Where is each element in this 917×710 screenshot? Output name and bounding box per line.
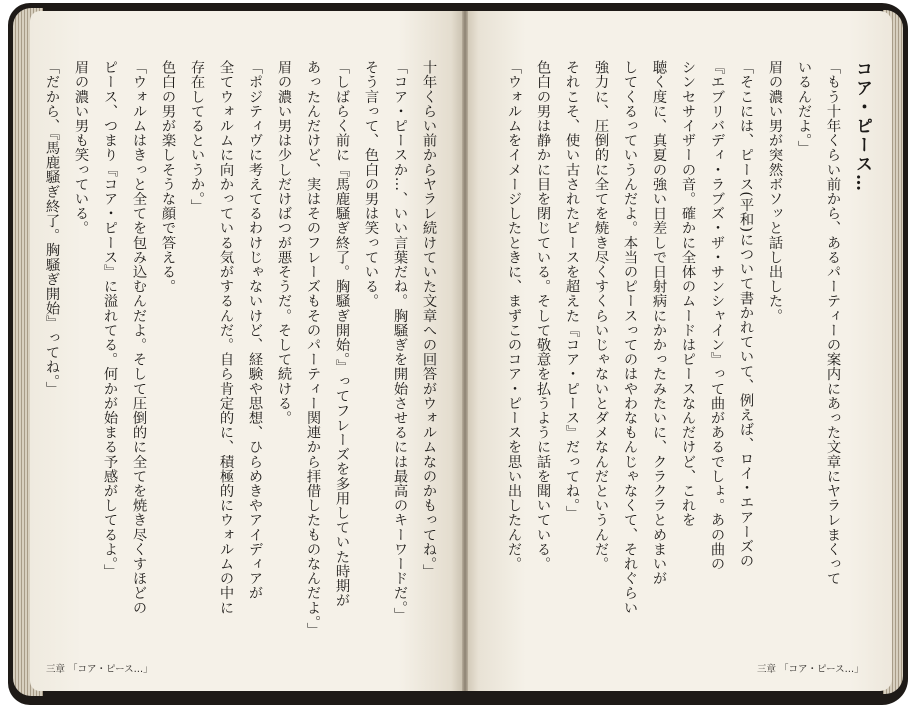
text-line: 「コア・ピースか…、いい言葉だね。胸騒ぎを開始させるには最高のキーワードだ。」 [392, 60, 408, 623]
text-line: 「もう十年くらい前から、あるパーティーの案内にあった文章にヤラレまくって [825, 60, 841, 586]
text-line: 「しばらく前に『馬鹿騒ぎ終了。胸騒ぎ開始。』ってフレーズを多用していた時期が [334, 60, 350, 608]
text-line: 聴く度に、真夏の強い日差しで日射病にかかったみたいに、クラクラとめまいが [651, 60, 667, 586]
text-line: してくるっていうんだよ。本当のピースってのはやわなもんじゃなくて、それぐらい [622, 60, 638, 615]
text-line: ピース、つまり『コア・ピース』に溢れてる。何かが始まる予感がしてるよ。」 [102, 60, 118, 579]
text-line: 存在してるというか。」 [189, 60, 205, 214]
text-line: 眉の濃い男は少しだけばつが悪そうだ。そして続ける。 [276, 60, 292, 425]
book-gutter [462, 11, 468, 691]
text-line: 色白の男が楽しそうな顔で答える。 [160, 60, 176, 294]
text-line: 十年くらい前からヤラレ続けていた文章への回答がウォルムなのかもってね。」 [421, 60, 437, 579]
text-line: あったんだけど、実はそのフレーズもそのパーティー関連から拝借したものなんだよ。」 [305, 60, 321, 637]
text-line: 全てウォルムに向かっている気がするんだ。自ら肯定的に、積極的にウォルムの中に [218, 60, 234, 615]
text-line: それこそ、使い古されたピースを超えた『コア・ピース』だってね。」 [564, 60, 580, 521]
text-line: 「だから、『馬鹿騒ぎ終了。胸騒ぎ開始』ってね。」 [44, 60, 60, 397]
text-line: シンセサイザーの音。確かに全体のムードはピースなんだけど、これを [680, 60, 696, 528]
text-line: 「ポジティヴに考えてるわけじゃないけど、経験や思想、ひらめきやアイディアが [247, 60, 263, 601]
page-footer-left: 三章 「コア・ピース…」 [46, 664, 153, 675]
text-line: 眉の濃い男が突然ボソッと話し出した。 [767, 60, 783, 323]
text-line: 「ウォルムはきっと全てを包み込むんだよ。そして圧倒的に全てを焼き尽くすほどの [131, 60, 147, 615]
text-line: 『エブリバディ・ラブズ・ザ・サンシャイン』って曲があるでしょ。あの曲の [709, 60, 725, 571]
text-line: 色白の男は静かに目を閉じている。そして敬意を払うように話を聞いている。 [535, 60, 551, 571]
text-line: 強力に、圧倒的に全てを焼き尽くすくらいじゃないとダメなんだというんだ。 [593, 60, 609, 571]
page-footer-right: 三章 「コア・ピース…」 [757, 664, 864, 675]
text-line: 眉の濃い男も笑っている。 [73, 60, 89, 236]
text-line: いるんだよ。」 [796, 60, 812, 156]
chapter-title: コア・ピース… [852, 60, 872, 193]
text-line: 「ウォルムをイメージしたときに、まずこのコア・ピースを思い出したんだ。 [506, 60, 522, 571]
text-line: 「そこには、ピース(平和)について書かれていて、例えば、ロイ・エアーズの [738, 60, 754, 569]
text-line: そう言って、色白の男は笑っている。 [363, 60, 379, 309]
